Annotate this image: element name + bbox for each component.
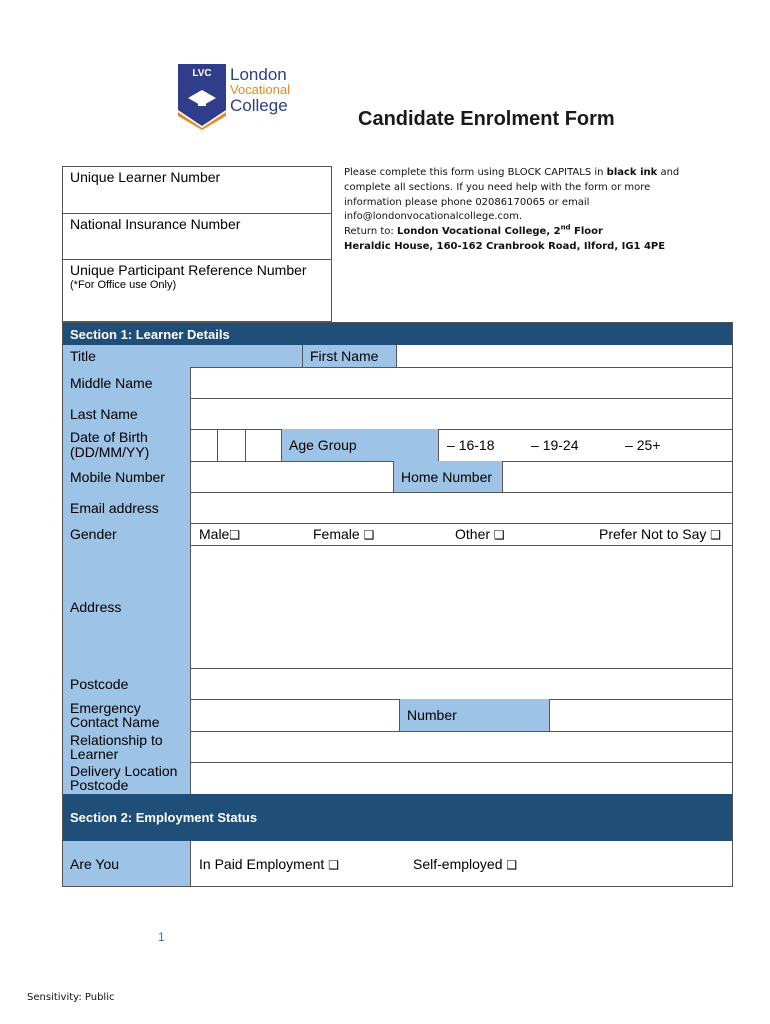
mobile-number-input[interactable] (191, 461, 394, 492)
sensitivity-label: Sensitivity: Public (27, 992, 115, 1003)
section1-header (63, 323, 732, 345)
page-title: Candidate Enrolment Form (358, 108, 615, 130)
enrolment-form-table (62, 322, 733, 887)
age-option-19-24[interactable] (531, 437, 579, 453)
office-use-note: (*For Office use Only) (70, 279, 177, 291)
return-to-label: Return to: (344, 226, 397, 238)
checkbox-icon[interactable]: ❑ (229, 528, 241, 542)
return-floor: Floor (570, 226, 603, 238)
gender-option-male[interactable] (199, 526, 240, 542)
gender-label-cell (63, 523, 191, 545)
email-input[interactable] (191, 492, 732, 523)
age-dash: – (531, 437, 539, 453)
dob-year-box[interactable] (246, 429, 282, 461)
ni-label: National Insurance Number (70, 216, 241, 232)
logo-line-london: London (230, 65, 287, 84)
national-insurance-number-field[interactable] (63, 214, 331, 260)
return-address-2: Heraldic House, 160-162 Cranbrook Road, Ilford, IG1 4PE (344, 240, 666, 252)
checkbox-icon[interactable]: ❑ (363, 528, 375, 542)
gender-option-label: Prefer Not to Say (599, 526, 707, 542)
relationship-label: Relationship to Learner (70, 731, 163, 762)
delivery-location-label-cell (63, 762, 191, 794)
checkbox-icon[interactable]: ❑ (328, 858, 339, 872)
middle-name-label: Middle Name (70, 374, 153, 391)
emergency-number-label: Number (407, 707, 457, 723)
checkbox-icon[interactable]: ❑ (493, 528, 505, 542)
upr-label: Unique Participant Reference Number (70, 262, 307, 278)
age-group-label-cell (282, 429, 439, 461)
employment-option-self-employed[interactable] (413, 856, 517, 872)
last-name-input[interactable] (191, 398, 732, 429)
uln-label: Unique Learner Number (70, 169, 221, 185)
gender-option-other[interactable] (455, 526, 505, 542)
employment-option-paid[interactable] (199, 856, 339, 872)
checkbox-icon[interactable]: ❑ (710, 528, 722, 542)
middle-name-label-cell (63, 367, 191, 398)
relationship-input[interactable] (191, 731, 732, 762)
emergency-contact-label-cell (63, 699, 191, 731)
employment-option-label: In Paid Employment (199, 856, 325, 872)
home-number-input[interactable] (503, 461, 732, 492)
learner-id-box (62, 166, 332, 322)
logo-badge-text: LVC (192, 68, 212, 79)
are-you-label: Are You (70, 855, 120, 872)
mobile-label-cell (63, 461, 191, 492)
address-input[interactable] (191, 545, 732, 668)
employment-option-label: Self-employed (413, 856, 503, 872)
delivery-postcode-input[interactable] (191, 762, 732, 794)
relationship-label-cell (63, 731, 191, 762)
gender-option-female[interactable] (313, 526, 374, 542)
mobile-label: Mobile Number (70, 468, 165, 485)
checkbox-icon[interactable]: ❑ (506, 858, 518, 872)
section2-header (63, 794, 732, 841)
are-you-label-cell (63, 841, 191, 886)
instructions-part2: and complete all sections. If you need help with the form or more information please phone 02086170065 or email info@londonvocationalcollege.com. (344, 167, 680, 223)
gender-label: Gender (70, 526, 117, 542)
age-dash: – (625, 437, 633, 453)
emergency-number-input[interactable] (550, 699, 732, 731)
section2-header-text: Section 2: Employment Status (70, 810, 258, 825)
number-label-cell (400, 699, 550, 731)
emergency-contact-input[interactable] (191, 699, 400, 731)
age-group-label: Age Group (289, 437, 357, 453)
ordinal-suffix: nd (560, 223, 571, 232)
instructions-part1: Please complete this form using BLOCK CAPITALS in (344, 167, 607, 178)
address-label: Address (70, 598, 122, 615)
email-label-cell (63, 492, 191, 523)
age-option-label: 19-24 (542, 437, 579, 453)
logo-line-college: College (230, 96, 288, 115)
gender-option-label: Other (455, 526, 491, 542)
first-name-label: First Name (310, 348, 379, 364)
age-option-25-plus[interactable] (625, 437, 660, 453)
postcode-input[interactable] (191, 668, 732, 699)
section1-header-text: Section 1: Learner Details (70, 326, 230, 342)
return-address-1: London Vocational College, 2 (396, 226, 561, 238)
instructions-text (344, 166, 704, 255)
age-option-label: 25+ (636, 437, 661, 453)
address-label-cell (63, 545, 191, 668)
emergency-contact-label: Emergency Contact Name (70, 700, 160, 730)
age-dash: – (447, 437, 455, 453)
delivery-location-label: Delivery Location Postcode (70, 763, 178, 793)
unique-learner-number-field[interactable] (63, 167, 331, 214)
age-option-label: 16-18 (458, 437, 495, 453)
home-number-label: Home Number (401, 468, 493, 485)
last-name-label-cell (63, 398, 191, 429)
page-number: 1 (158, 930, 165, 944)
title-label: Title (70, 348, 96, 364)
unique-participant-reference-field[interactable] (63, 260, 331, 321)
instructions-black-ink: black ink (606, 167, 658, 178)
logo-line-vocational: Vocational (230, 82, 290, 97)
title-field[interactable] (63, 345, 303, 367)
dob-label: Date of Birth (DD/MM/YY) (70, 429, 150, 460)
gender-option-label: Male (199, 526, 230, 542)
home-number-label-cell (394, 461, 503, 492)
dob-label-cell (63, 429, 191, 461)
first-name-input[interactable] (397, 345, 732, 367)
gender-option-prefer-not-to-say[interactable] (599, 526, 721, 542)
email-label: Email address (70, 499, 159, 516)
postcode-label: Postcode (70, 675, 129, 692)
dob-month-box[interactable] (218, 429, 246, 461)
middle-name-input[interactable] (191, 367, 732, 398)
age-option-16-18[interactable] (447, 437, 495, 453)
dob-day-box[interactable] (191, 429, 218, 461)
first-name-label-cell (303, 345, 397, 367)
postcode-label-cell (63, 668, 191, 699)
gender-option-label: Female (313, 526, 360, 542)
last-name-label: Last Name (70, 405, 138, 422)
